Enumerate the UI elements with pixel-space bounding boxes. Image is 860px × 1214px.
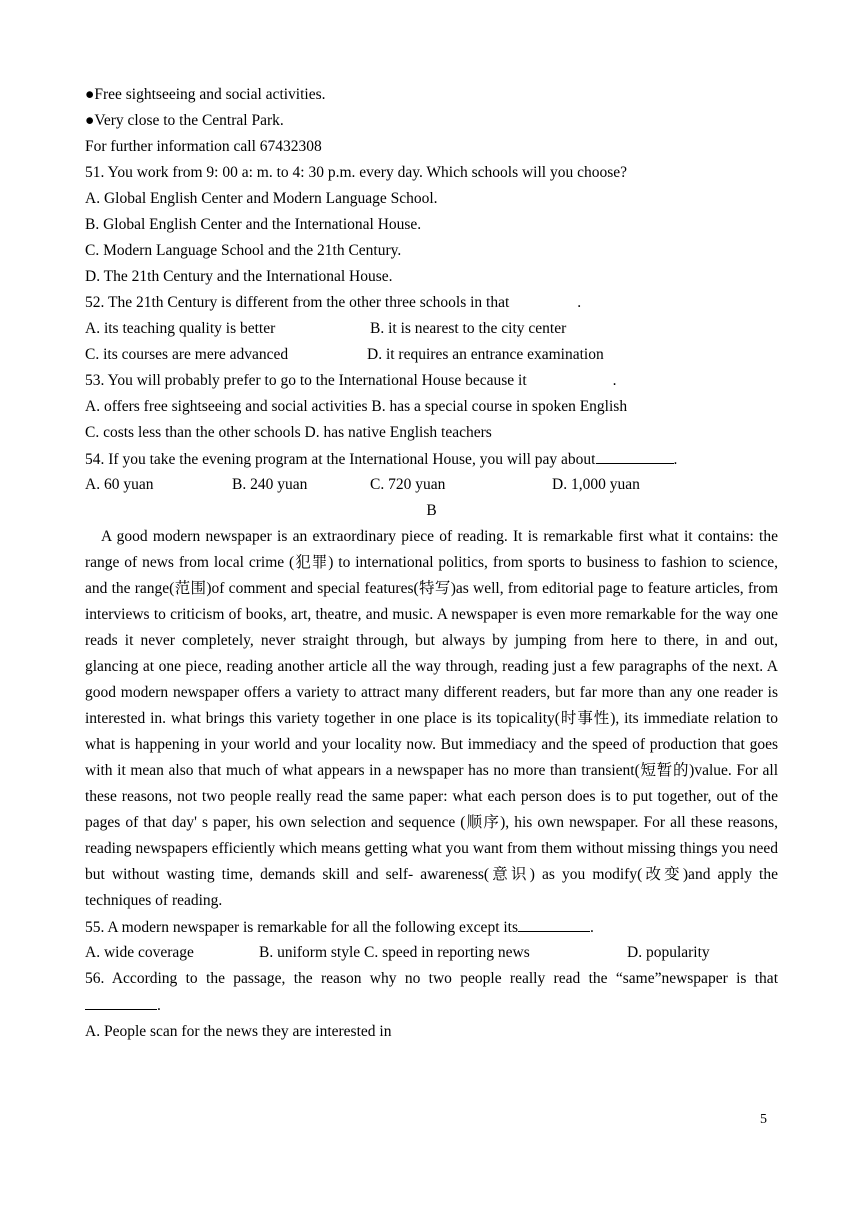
question-54-stem: 54. If you take the evening program at the International House, you will pay about (85, 451, 596, 468)
question-52-option-d: D. it requires an entrance examination (367, 346, 604, 363)
question-54-option-a: A. 60 yuan (85, 476, 154, 493)
question-55-option-d: D. popularity (627, 944, 710, 961)
question-54-stem-end: . (673, 451, 678, 468)
question-54-option-c: C. 720 yuan (370, 476, 446, 493)
document-page (85, 82, 778, 1045)
question-51-stem: 51. You work from 9: 00 a: m. to 4: 30 p.m. every day. Which schools will you choose? (85, 164, 628, 181)
question-56-blank (85, 992, 157, 1010)
section-b-heading: B (426, 502, 437, 519)
question-55-stem-line (85, 914, 778, 940)
question-54-options-row (85, 472, 778, 498)
question-54-option-b: B. 240 yuan (232, 476, 308, 493)
question-54-option-d: D. 1,000 yuan (552, 476, 640, 493)
question-51-option-b: B. Global English Center and the International House. (85, 216, 422, 233)
question-51-option-c: C. Modern Language School and the 21th Century. (85, 242, 402, 259)
question-52-options-row-2 (85, 342, 778, 368)
question-52-stem: 52. The 21th Century is different from the other three schools in that (85, 294, 510, 311)
question-51-option-d: D. The 21th Century and the International House. (85, 268, 393, 285)
question-53-stem-line (85, 368, 778, 394)
question-52-option-c: C. its courses are mere advanced (85, 346, 289, 363)
section-b-passage: A good modern newspaper is an extraordinary piece of reading. It is remarkable first what it contains: the range of news from local crime (犯罪) to international politics, from sports to business to fashion to science, and the range(范围)of comment and special features(特写)as well, from editorial page to feature articles, from interviews to criticism of books, art, theatre, and music. A newspaper is even more remarkable for the way one reads it never completely, never straight through, but always by jumping from here to there, in and out, glancing at one piece, reading another article all the way through, reading just a few paragraphs of the next. A good modern newspaper offers a variety to attract many different readers, but far more than any one reader is interested in. what brings this variety together in one place is its topicality(时事性), its immediate relation to what is happening in your world and your locality now. But immediacy and the speed of production that goes with it mean also that much of what appears in a newspaper has no more than transient(短暂的)value. For all these reasons, not two people really read the same paper: what each person does is to put together, out of the pages of that day' s paper, his own selection and sequence (顺序), his own newspaper. For all these reasons, reading newspapers efficiently which means getting what you want from them without missing things you need but without wasting time, demands skill and self- awareness(意识) as you modify(改变)and apply the techniques of reading. (85, 528, 778, 909)
question-53-options-line-1: A. offers free sightseeing and social activities B. has a special course in spoken English (85, 398, 628, 415)
question-56-stem-block (85, 966, 778, 1019)
question-56-stem-end: . (157, 997, 161, 1014)
question-55-stem: 55. A modern newspaper is remarkable for all the following except its (85, 919, 519, 936)
question-55-option-bc: B. uniform style C. speed in reporting news (259, 944, 530, 961)
question-53-stem: 53. You will probably prefer to go to the International House because it (85, 372, 527, 389)
ad-bullet-sightseeing: ●Free sightseeing and social activities. (85, 86, 326, 103)
page-number: 5 (760, 1112, 767, 1127)
question-54-stem-line (85, 446, 778, 472)
question-52-stem-line (85, 290, 778, 316)
question-55-blank (518, 914, 590, 932)
question-52-option-a: A. its teaching quality is better (85, 320, 276, 337)
question-56-stem: 56. According to the passage, the reason why no two people really read the “same”newspaper is that (85, 970, 778, 987)
question-52-options-row-1 (85, 316, 778, 342)
ad-contact: For further information call 67432308 (85, 138, 322, 155)
question-52-stem-end: . (577, 294, 582, 311)
question-53-stem-end: . (612, 372, 617, 389)
question-55-option-a: A. wide coverage (85, 944, 194, 961)
question-56-option-a: A. People scan for the news they are interested in (85, 1023, 392, 1040)
ad-bullet-location: ●Very close to the Central Park. (85, 112, 284, 129)
question-54-blank (596, 446, 674, 464)
question-55-options-row (85, 940, 778, 966)
question-55-stem-end: . (590, 919, 594, 936)
question-51-option-a: A. Global English Center and Modern Language School. (85, 190, 438, 207)
question-53-options-line-2: C. costs less than the other schools D. has native English teachers (85, 424, 492, 441)
question-52-option-b: B. it is nearest to the city center (370, 320, 567, 337)
